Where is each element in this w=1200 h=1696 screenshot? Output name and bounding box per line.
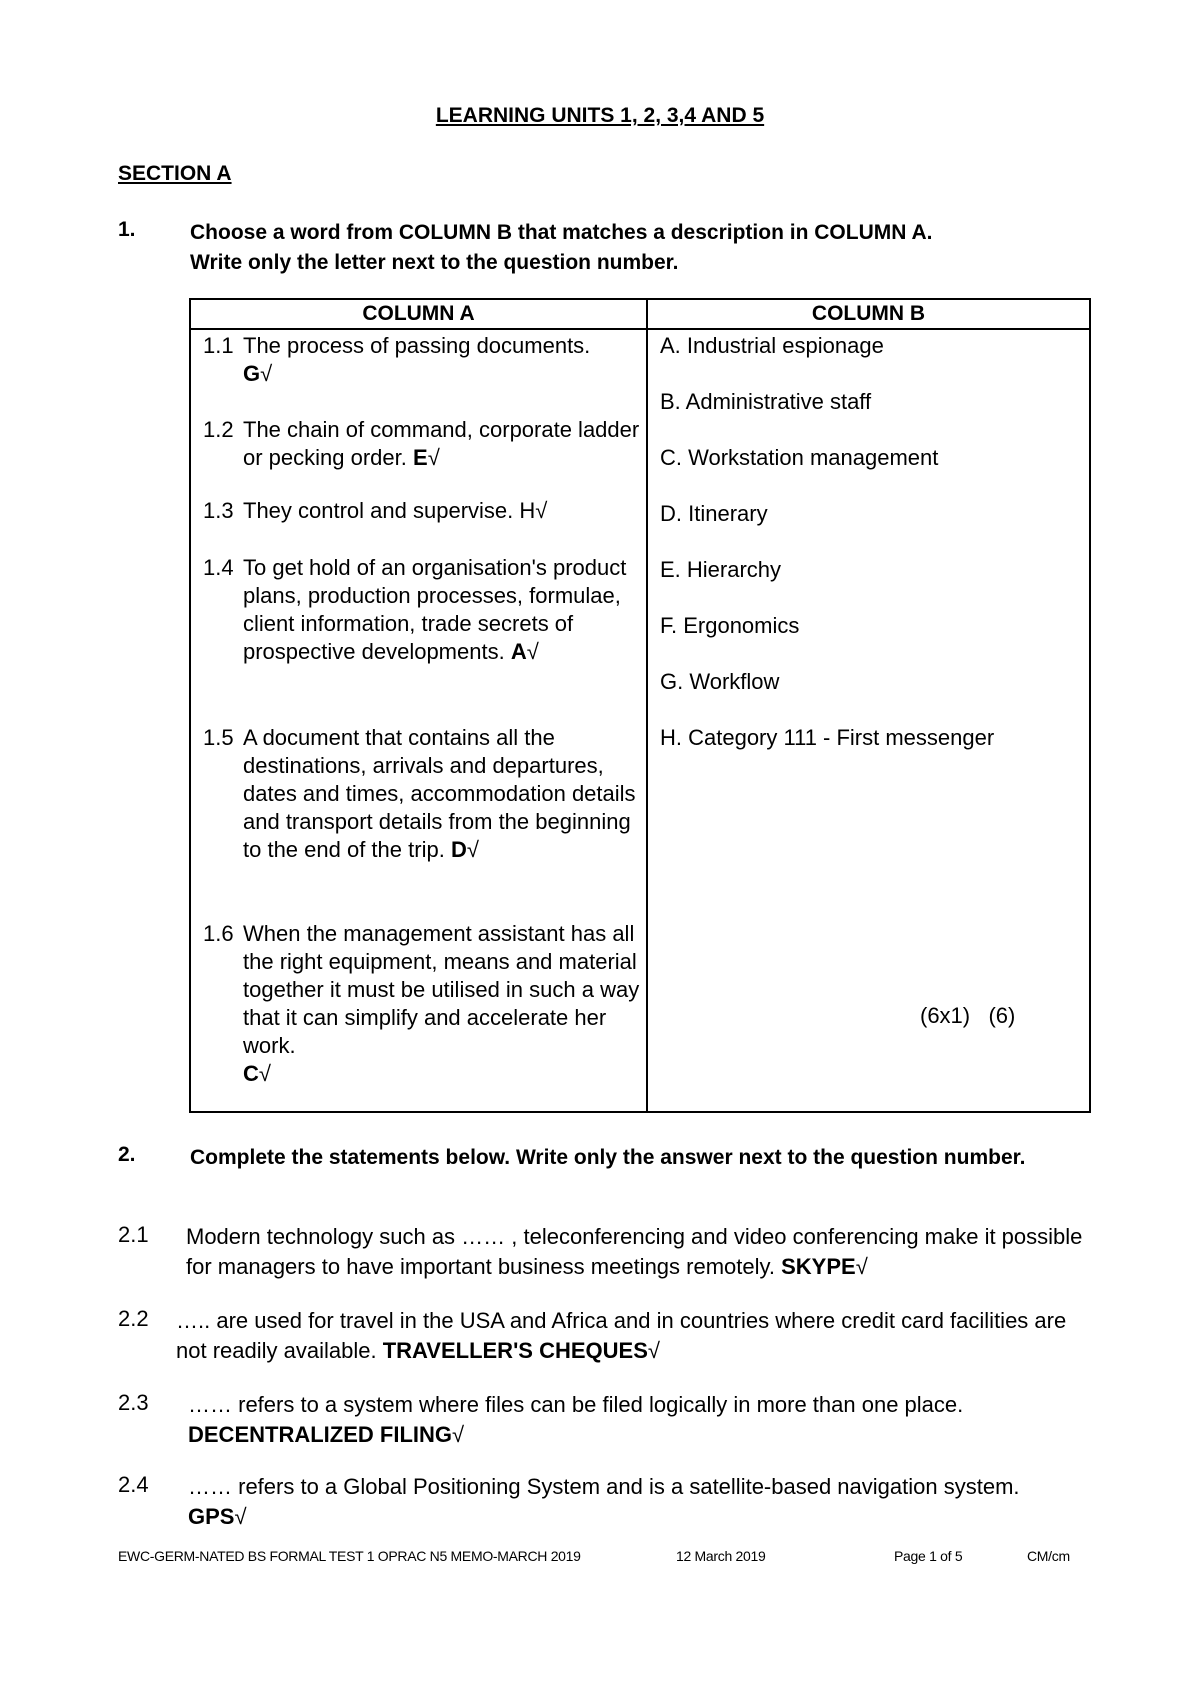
question-2-number: 2. — [118, 1143, 136, 1166]
item-answer: A — [510, 639, 527, 664]
item-text: A document that contains all the destinations, arrivals and departures, dates and times, accommodation details and transport details from the beginning to the end of the trip. — [243, 725, 636, 862]
item-text: The chain of command, corporate ladder or pecking order. — [243, 417, 640, 470]
footer-doc-code: EWC-GERM-NATED BS FORMAL TEST 1 OPRAC N5 MEMO-MARCH 2019 — [118, 1548, 581, 1564]
sub-question-text: …… refers to a system where files can be filed logically in more than one place. — [188, 1392, 964, 1417]
item-number: 1.3 — [203, 498, 234, 523]
item-answer: D — [450, 837, 467, 862]
item-number: 1.6 — [203, 921, 234, 946]
sub-question-answer: DECENTRALIZED FILING — [188, 1422, 452, 1447]
tick-mark: √ — [535, 498, 548, 523]
tick-mark: √ — [647, 1338, 660, 1363]
item-number: 1.5 — [203, 725, 234, 750]
sub-question-text: ….. are used for travel in the USA and Africa and in countries where credit card facilities are not readily available. — [176, 1308, 1067, 1363]
column-a-item — [203, 332, 643, 388]
marks-allocation: (6x1) (6) — [920, 1003, 1016, 1028]
item-number: 1.1 — [203, 333, 234, 358]
sub-question-number: 2.4 — [118, 1472, 149, 1497]
matching-table — [189, 298, 1091, 1113]
item-text: They control and supervise. — [243, 498, 514, 523]
column-b-option: H. Category 111 - First messenger — [660, 725, 995, 750]
sub-question-answer: TRAVELLER'S CHEQUES — [382, 1338, 648, 1363]
column-b-option: E. Hierarchy — [660, 557, 782, 582]
column-b-option: A. Industrial espionage — [660, 333, 884, 358]
sub-question-text: …… refers to a Global Positioning System and is a satellite-based navigation system. — [188, 1474, 1020, 1499]
column-b-header: COLUMN B — [811, 302, 926, 325]
column-b-option: C. Workstation management — [660, 445, 939, 470]
sub-question-answer: SKYPE — [781, 1254, 856, 1279]
column-b-option: D. Itinerary — [660, 501, 768, 526]
column-a-header: COLUMN A — [362, 302, 475, 325]
column-a-item — [203, 920, 643, 1088]
tick-mark: √ — [427, 445, 440, 470]
tick-mark: √ — [260, 361, 273, 386]
tick-mark: √ — [526, 639, 539, 664]
tick-mark: √ — [258, 1061, 271, 1086]
column-divider — [646, 300, 648, 1111]
sub-question-2-3 — [188, 1390, 1068, 1450]
footer-page-number: Page 1 of 5 — [894, 1548, 963, 1564]
item-number: 1.4 — [203, 555, 234, 580]
tick-mark: √ — [452, 1422, 465, 1447]
page-title: LEARNING UNITS 1, 2, 3,4 AND 5 — [435, 104, 765, 127]
column-b-option: B. Administrative staff — [660, 389, 872, 414]
question-1-instruction-line2: Write only the letter next to the question number. — [190, 251, 679, 274]
footer-initials: CM/cm — [1027, 1548, 1070, 1564]
sub-question-answer: GPS — [188, 1504, 235, 1529]
item-text: The process of passing documents. — [243, 333, 591, 358]
column-a-item — [203, 724, 643, 864]
footer-date: 12 March 2019 — [676, 1548, 766, 1564]
tick-mark: √ — [466, 837, 479, 862]
section-title: SECTION A — [118, 162, 232, 185]
question-2-instruction: Complete the statements below. Write only the answer next to the question number. — [190, 1146, 1026, 1169]
tick-mark: √ — [855, 1254, 868, 1279]
item-answer: C — [243, 1061, 259, 1086]
item-number: 1.2 — [203, 417, 234, 442]
question-1-number: 1. — [118, 218, 136, 241]
sub-question-2-2 — [176, 1306, 1076, 1366]
sub-question-2-4 — [188, 1472, 1048, 1532]
item-text: To get hold of an organisation's product plans, production processes, formulae, client information, trade secrets of prospective developments. — [243, 555, 627, 664]
sub-question-number: 2.2 — [118, 1306, 149, 1331]
column-b-option: F. Ergonomics — [660, 613, 800, 638]
column-a-item — [203, 554, 643, 666]
column-a-item — [203, 497, 643, 525]
item-answer: H — [519, 498, 536, 523]
item-answer: E — [413, 445, 428, 470]
column-b-option: G. Workflow — [660, 669, 780, 694]
item-text: When the management assistant has all the right equipment, means and material together it must be utilised in such a way that it can simplify and accelerate her work. — [243, 921, 640, 1058]
sub-question-number: 2.3 — [118, 1390, 149, 1415]
sub-question-2-1 — [186, 1222, 1096, 1282]
tick-mark: √ — [234, 1504, 247, 1529]
column-a-item — [203, 416, 643, 472]
sub-question-number: 2.1 — [118, 1222, 149, 1247]
item-answer: G — [243, 361, 261, 386]
sub-question-text: Modern technology such as …… , teleconferencing and video conferencing make it possible for managers to have important business meetings remotely. — [186, 1224, 1083, 1279]
question-1-instruction — [190, 218, 1090, 278]
question-1-instruction-line1: Choose a word from COLUMN B that matches a description in COLUMN A. — [190, 221, 933, 244]
